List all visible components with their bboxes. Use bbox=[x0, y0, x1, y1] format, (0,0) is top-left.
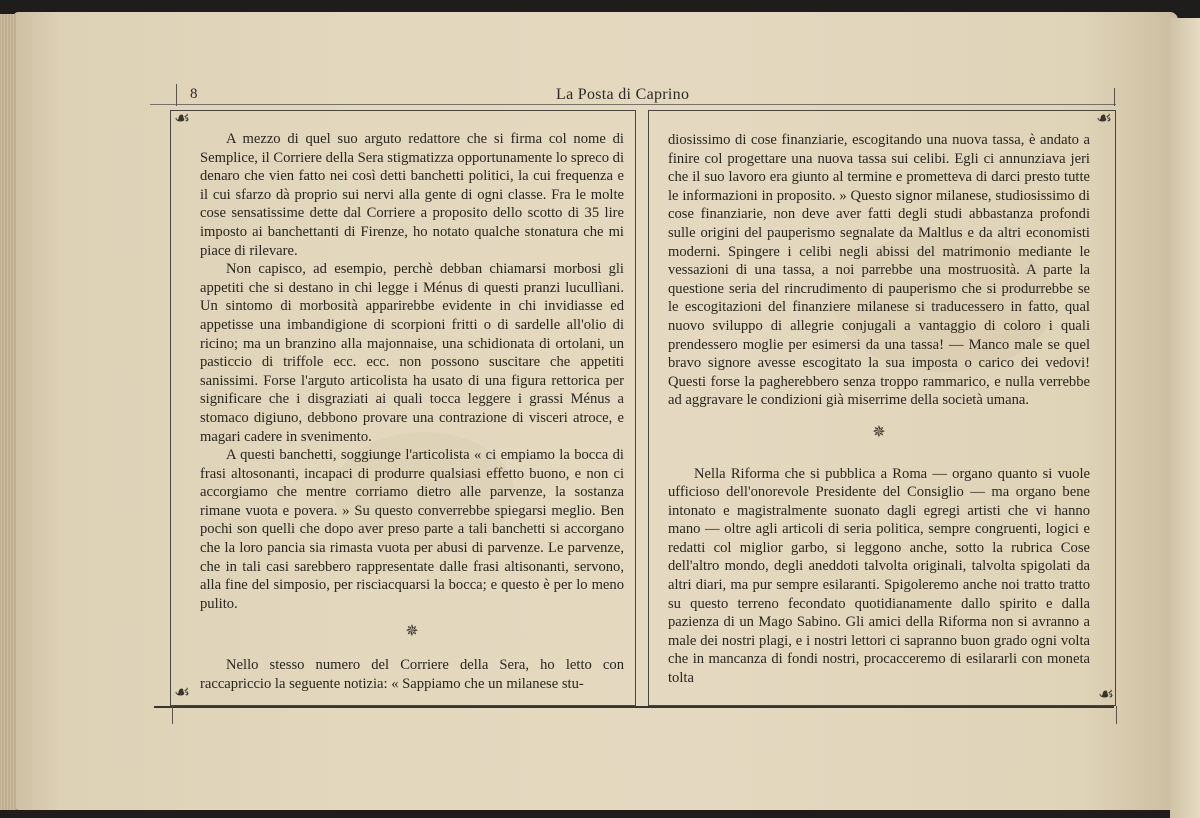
section-break-ornament: ✵ bbox=[872, 423, 886, 441]
paragraph: Nella Riforma che si pubblica a Roma — organo quanto si vuole ufficioso dell'onorevole Presidente del Consiglio — ma organo bene intonato e magistralmente suonato dagli egregi artisti che vi hanno mano — oltre agli articoli di seria politica, sempre congruenti, logici e redatti col miglior garbo, si leggono anche, sotto la rubrica Cose dell'altro mondo, degli aneddoti talvolta originali, talvolta spigolati da altri diari, ma pur sempre esilaranti. Spigoleremo anche noi tratto tratto su questo terreno fecondato quotidianamente dallo spirito e dalla pazienza di un Mago Sabino. Gli amici della Riforma non si avranno a male dei nostri plagi, e i nostri lettori ci sapranno buon grado ogni volta che in mancanza di fondi nostri, procacceremo di esilararli con moneta tolta bbox=[668, 465, 1090, 687]
header-tick-right bbox=[1114, 88, 1115, 106]
corner-ornament-top-right: ☙ bbox=[1096, 108, 1113, 129]
corner-ornament-bottom-left: ☙ bbox=[174, 682, 191, 703]
next-page-edge bbox=[1170, 18, 1200, 818]
left-column-text bbox=[200, 130, 624, 693]
paragraph: Nello stesso numero del Corriere della Sera, ho letto con raccapriccio la seguente notizia: « Sappiamo che un milanese stu- bbox=[200, 657, 624, 692]
header-rule bbox=[150, 104, 1116, 105]
right-column-text bbox=[668, 131, 1090, 688]
paragraph: diosissimo di cose finanziarie, escogitando una nuova tassa, è andato a finire col progettare una nuova tassa sui celibi. Egli ci annunziava jeri che il suo lavoro era giunto al termine e prometteva di darci presto tutte le informazioni in proposito. » Questo signor milanese, studiosissimo di cose finanziarie, non deve aver fatti degli studi abbastanza profondi sulle origini del pauperismo segnalate da Maltlus e da altri economisti moderni. Spingere i celibi negli abissi del matrimonio mediante le vessazioni di una tassa, a noi parrebbe una mostruosità. A parte la questione seria del rincrudimento di pauperismo che si produrrebbe se le escogitazioni del finanziere milanese si traducessero in fatto, qual nuovo sviluppo di allegrie conjugali a vantaggio di coloro i quali prendessero moglie per esimersi da una tassa! — Manco male se quel bravo signore avesse escogitato la sua imposta o carico dei vedovi! Questi forse la pagherebbero senza troppo rammarico, e nulla verrebbe ad aggravare le condizioni già miserrime della società umana. bbox=[668, 132, 1090, 409]
book-page-edges bbox=[0, 14, 16, 810]
paragraph: A questi banchetti, soggiunge l'articolista « ci empiamo la bocca di frasi altosonanti, incapaci di produrre qualsiasi effetto buono, e non ci accorgiamo che mentre corriamo dietro alle parvenze, la sostanza rimane vuota e povera. » Su questo converrebbe spiegarsi meglio. Ben pochi son quelli che dopo aver preso parte a tali banchetti si accorgano che la loro pancia sia rimasta vuota per abusi di parvenze. Le parvenze, che in tali casi sarebbero rappresentate dalle frasi altisonanti, servono, alla fine del simposio, per risciacquarsi la bocca; e questo è per lo meno pulito. bbox=[200, 447, 624, 612]
header-tick-left bbox=[176, 84, 177, 106]
footer-tick-left bbox=[172, 706, 173, 724]
footer-tick-right bbox=[1116, 706, 1117, 724]
bottom-rule bbox=[154, 706, 1114, 708]
section-break-ornament: ✵ bbox=[405, 623, 419, 641]
paragraph: A mezzo di quel suo arguto redattore che si firma col nome di Semplice, il Corriere della Sera stigmatizza opportunamente lo spreco di denaro che vien fatto nei così detti banchetti politici, la cui frequenza e il cui sfarzo dà proprio sui nervi alla gente di ogni classe. Fra le molte cose sensatissime dette dal Corriere a proposito dello scotto di 35 lire imposto ai banchettanti di Firenze, ho notato qualche stonatura che mi piace di rilevare. bbox=[200, 131, 624, 259]
running-title: La Posta di Caprino bbox=[556, 86, 690, 103]
corner-ornament-bottom-right: ☙ bbox=[1098, 684, 1115, 705]
page-number: 8 bbox=[190, 86, 198, 102]
corner-ornament-top-left: ☙ bbox=[174, 108, 191, 129]
paragraph: Non capisco, ad esempio, perchè debban chiamarsi morbosi gli appetiti che si destano in chi legge i Ménus di questi pranzi lucullìani. Un sintomo di morbosità apparirebbe evidente in chi invidiasse ed appetisse una imbandigione di scorpioni fritti o di sardelle all'olio di ricino; ma un branzino alla majonnaise, una schidionata di ortolani, un pasticcio di triffole ecc. ecc. non possono suscitare che appetiti sanissimi. Forse l'arguto articolista ha usato di una figura rettorica per significare che i disgraziati ai quali tocca leggere i grassi Ménus a stomaco digiuno, debbono provare una contrazione di visceri atroce, e magari cadere in svenimento. bbox=[200, 261, 624, 445]
